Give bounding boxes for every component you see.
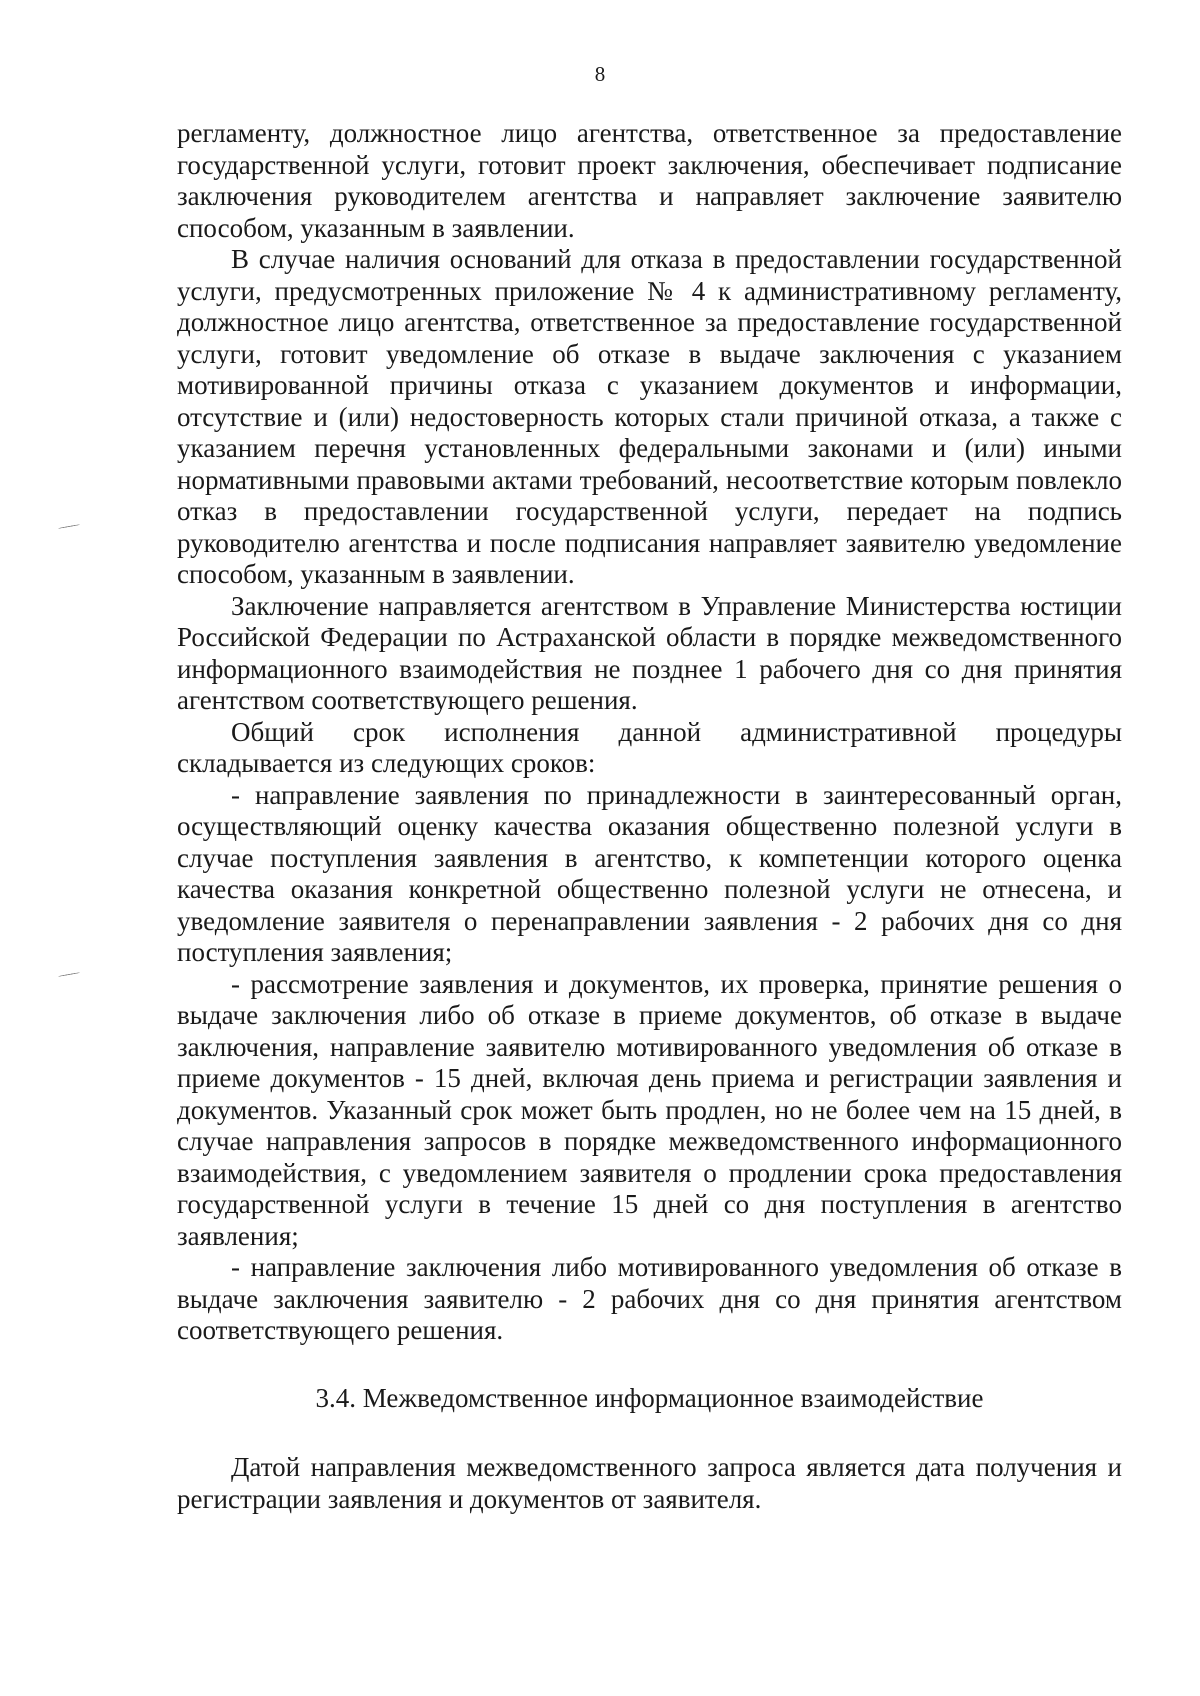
page-number: 8 — [594, 62, 606, 86]
paragraph-total-term: Общий срок исполнения данной административной процедуры складывается из следующих сроков: — [177, 716, 1122, 778]
list-item-redirection: - направление заявления по принадлежности в заинтересованный орган, осуществляющий оценку качества оказания общественно полезной услуги в случае поступления заявления в агентство, к компетенции которого оценка качества оказания конкретной общественно полезной услуги не отнесена, и уведомление заявителя о перенаправлении заявления - 2 рабочих дня со дня поступления заявления; — [177, 779, 1122, 967]
document-body — [177, 118, 1122, 1515]
section-heading: 3.4. Межведомственное информационное взаимодействие — [315, 1382, 984, 1413]
scan-mark-top — [58, 524, 80, 529]
paragraph-request-date: Датой направления межведомственного запроса является дата получения и регистрации заявления и документов от заявителя. — [177, 1452, 1122, 1514]
paragraph-conclusion-sending: Заключение направляется агентством в Управление Министерства юстиции Российской Федерации по Астраханской области в порядке межведомственного информационного взаимодействия не позднее 1 рабочего дня со дня принятия агентством соответствующего решения. — [177, 590, 1122, 715]
paragraph-refusal-grounds: В случае наличия оснований для отказа в предоставлении государственной услуги, предусмотренных приложение № 4 к административному регламенту, должностное лицо агентства, ответственное за предоставление государственной услуги, готовит уведомление об отказе в выдаче заключения с указанием мотивированной причины отказа с указанием документов и информации, отсутствие и (или) недостоверность которых стали причиной отказа, а также с указанием перечня установленных федеральными законами и (или) иными нормативными правовыми актами требований, несоответствие которым повлекло отказ в предоставлении государственной услуги, передает на подпись руководителю агентства и после подписания направляет заявителю уведомление способом, указанным в заявлении. — [177, 244, 1122, 589]
paragraph-continuation: регламенту, должностное лицо агентства, ответственное за предоставление государственной услуги, готовит проект заключения, обеспечивает подписание заключения руководителем агентства и направляет заключение заявителю способом, указанным в заявлении. — [177, 118, 1122, 243]
list-item-sending: - направление заключения либо мотивированного уведомления об отказе в выдаче заключения заявителю - 2 рабочих дня со дня принятия агентством соответствующего решения. — [177, 1252, 1122, 1345]
list-item-review: - рассмотрение заявления и документов, их проверка, принятие решения о выдаче заключения либо об отказе в приеме документов, об отказе в выдаче заключения, направление заявителю мотивированного уведомления об отказе в приеме документов - 15 дней, включая день приема и регистрации заявления и документов. Указанный срок может быть продлен, но не более чем на 15 дней, в случае направления запросов в порядке межведомственного информационного взаимодействия, с уведомлением заявителя о продлении срока предоставления государственной услуги в течение 15 дней со дня поступления в агентство заявления; — [177, 968, 1122, 1251]
scan-mark-bottom — [58, 972, 80, 977]
